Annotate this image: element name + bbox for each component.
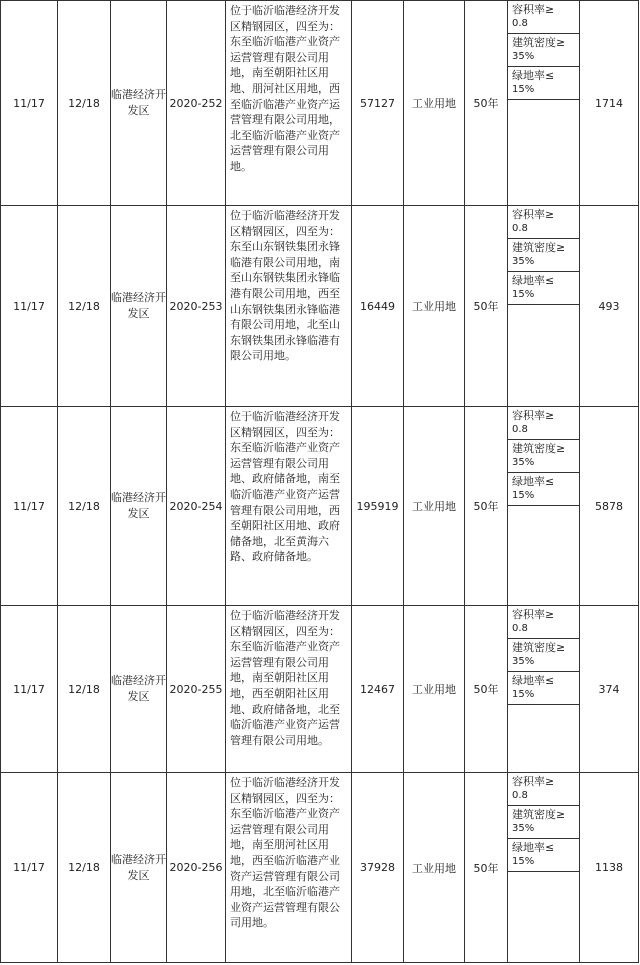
- start-date-cell: 11/17: [1, 1, 58, 206]
- district-cell: 临港经济开发区: [111, 773, 167, 963]
- price-cell: 5878: [580, 407, 639, 606]
- price-cell: 1138: [580, 773, 639, 963]
- end-date-cell: 12/18: [58, 206, 111, 407]
- parcel-code-cell: 2020-254: [167, 407, 226, 606]
- land-use-cell: 工业用地: [404, 606, 465, 773]
- land-use-cell: 工业用地: [404, 206, 465, 407]
- area-cell: 16449: [352, 206, 404, 407]
- green-ratio-indicator: 绿地率≤ 15%: [508, 473, 579, 506]
- term-cell: 50年: [465, 1, 508, 206]
- term-cell: 50年: [465, 407, 508, 606]
- start-date-cell: 11/17: [1, 773, 58, 963]
- area-cell: 195919: [352, 407, 404, 606]
- price-cell: 374: [580, 606, 639, 773]
- indicators-cell: [508, 407, 580, 606]
- price-cell: 1714: [580, 1, 639, 206]
- parcel-code-cell: 2020-253: [167, 206, 226, 407]
- area-cell: 12467: [352, 606, 404, 773]
- plot-ratio-indicator: 容积率≥ 0.8: [508, 606, 579, 639]
- building-density-indicator: 建筑密度≥ 35%: [508, 34, 579, 67]
- building-density-indicator: 建筑密度≥ 35%: [508, 440, 579, 473]
- table-row: [1, 407, 639, 606]
- term-cell: 50年: [465, 606, 508, 773]
- land-use-cell: 工业用地: [404, 407, 465, 606]
- indicators-cell: [508, 773, 580, 963]
- indicators-cell: [508, 1, 580, 206]
- location-description-cell: 位于临沂临港经济开发区精钢园区，四至为：东至临沂临港产业资产运营管理有限公司用地，南至朋河社区用地，西至临沂临港产业资产运营管理有限公司用地，北至临沂临港产业资产运营管理有限公司用地。: [226, 773, 352, 963]
- indicators-cell: [508, 206, 580, 407]
- green-ratio-indicator: 绿地率≤ 15%: [508, 672, 579, 705]
- location-description-cell: 位于临沂临港经济开发区精钢园区，四至为：东至山东钢铁集团永锋临港有限公司用地，南至山东钢铁集团永锋临港有限公司用地，西至山东钢铁集团永锋临港有限公司用地，北至山东钢铁集团永锋临港有限公司用地。: [226, 206, 352, 407]
- start-date-cell: 11/17: [1, 206, 58, 407]
- area-cell: 37928: [352, 773, 404, 963]
- location-description-cell: 位于临沂临港经济开发区精钢园区，四至为：东至临沂临港产业资产运营管理有限公司用地，南至朝阳社区用地、朋河社区用地，西至临沂临港产业资产运营管理有限公司用地，北至临沂临港产业资产运营管理有限公司用地。: [226, 1, 352, 206]
- green-ratio-indicator: 绿地率≤ 15%: [508, 272, 579, 305]
- plot-ratio-indicator: 容积率≥ 0.8: [508, 773, 579, 806]
- table-row: [1, 206, 639, 407]
- indicators-cell: [508, 606, 580, 773]
- end-date-cell: 12/18: [58, 773, 111, 963]
- table-row: [1, 606, 639, 773]
- parcel-code-cell: 2020-256: [167, 773, 226, 963]
- table-row: [1, 1, 639, 206]
- parcel-code-cell: 2020-255: [167, 606, 226, 773]
- district-cell: 临港经济开发区: [111, 606, 167, 773]
- start-date-cell: 11/17: [1, 606, 58, 773]
- green-ratio-indicator: 绿地率≤ 15%: [508, 839, 579, 872]
- district-cell: 临港经济开发区: [111, 1, 167, 206]
- green-ratio-indicator: 绿地率≤ 15%: [508, 67, 579, 100]
- location-description-cell: 位于临沂临港经济开发区精钢园区，四至为：东至临沂临港产业资产运营管理有限公司用地、政府储备地，南至临沂临港产业资产运营管理有限公司用地，西至朝阳社区用地、政府储备地，北至黄海六路、政府储备地。: [226, 407, 352, 606]
- start-date-cell: 11/17: [1, 407, 58, 606]
- price-cell: 493: [580, 206, 639, 407]
- building-density-indicator: 建筑密度≥ 35%: [508, 639, 579, 672]
- location-description-cell: 位于临沂临港经济开发区精钢园区，四至为：东至临沂临港产业资产运营管理有限公司用地，南至朝阳社区用地，西至朝阳社区用地、政府储备地，北至临沂临港产业资产运营管理有限公司用地。: [226, 606, 352, 773]
- plot-ratio-indicator: 容积率≥ 0.8: [508, 1, 579, 34]
- district-cell: 临港经济开发区: [111, 407, 167, 606]
- end-date-cell: 12/18: [58, 1, 111, 206]
- plot-ratio-indicator: 容积率≥ 0.8: [508, 206, 579, 239]
- end-date-cell: 12/18: [58, 407, 111, 606]
- land-use-cell: 工业用地: [404, 1, 465, 206]
- district-cell: 临港经济开发区: [111, 206, 167, 407]
- land-use-cell: 工业用地: [404, 773, 465, 963]
- parcel-code-cell: 2020-252: [167, 1, 226, 206]
- table-row: [1, 773, 639, 963]
- term-cell: 50年: [465, 206, 508, 407]
- building-density-indicator: 建筑密度≥ 35%: [508, 806, 579, 839]
- plot-ratio-indicator: 容积率≥ 0.8: [508, 407, 579, 440]
- term-cell: 50年: [465, 773, 508, 963]
- building-density-indicator: 建筑密度≥ 35%: [508, 239, 579, 272]
- area-cell: 57127: [352, 1, 404, 206]
- end-date-cell: 12/18: [58, 606, 111, 773]
